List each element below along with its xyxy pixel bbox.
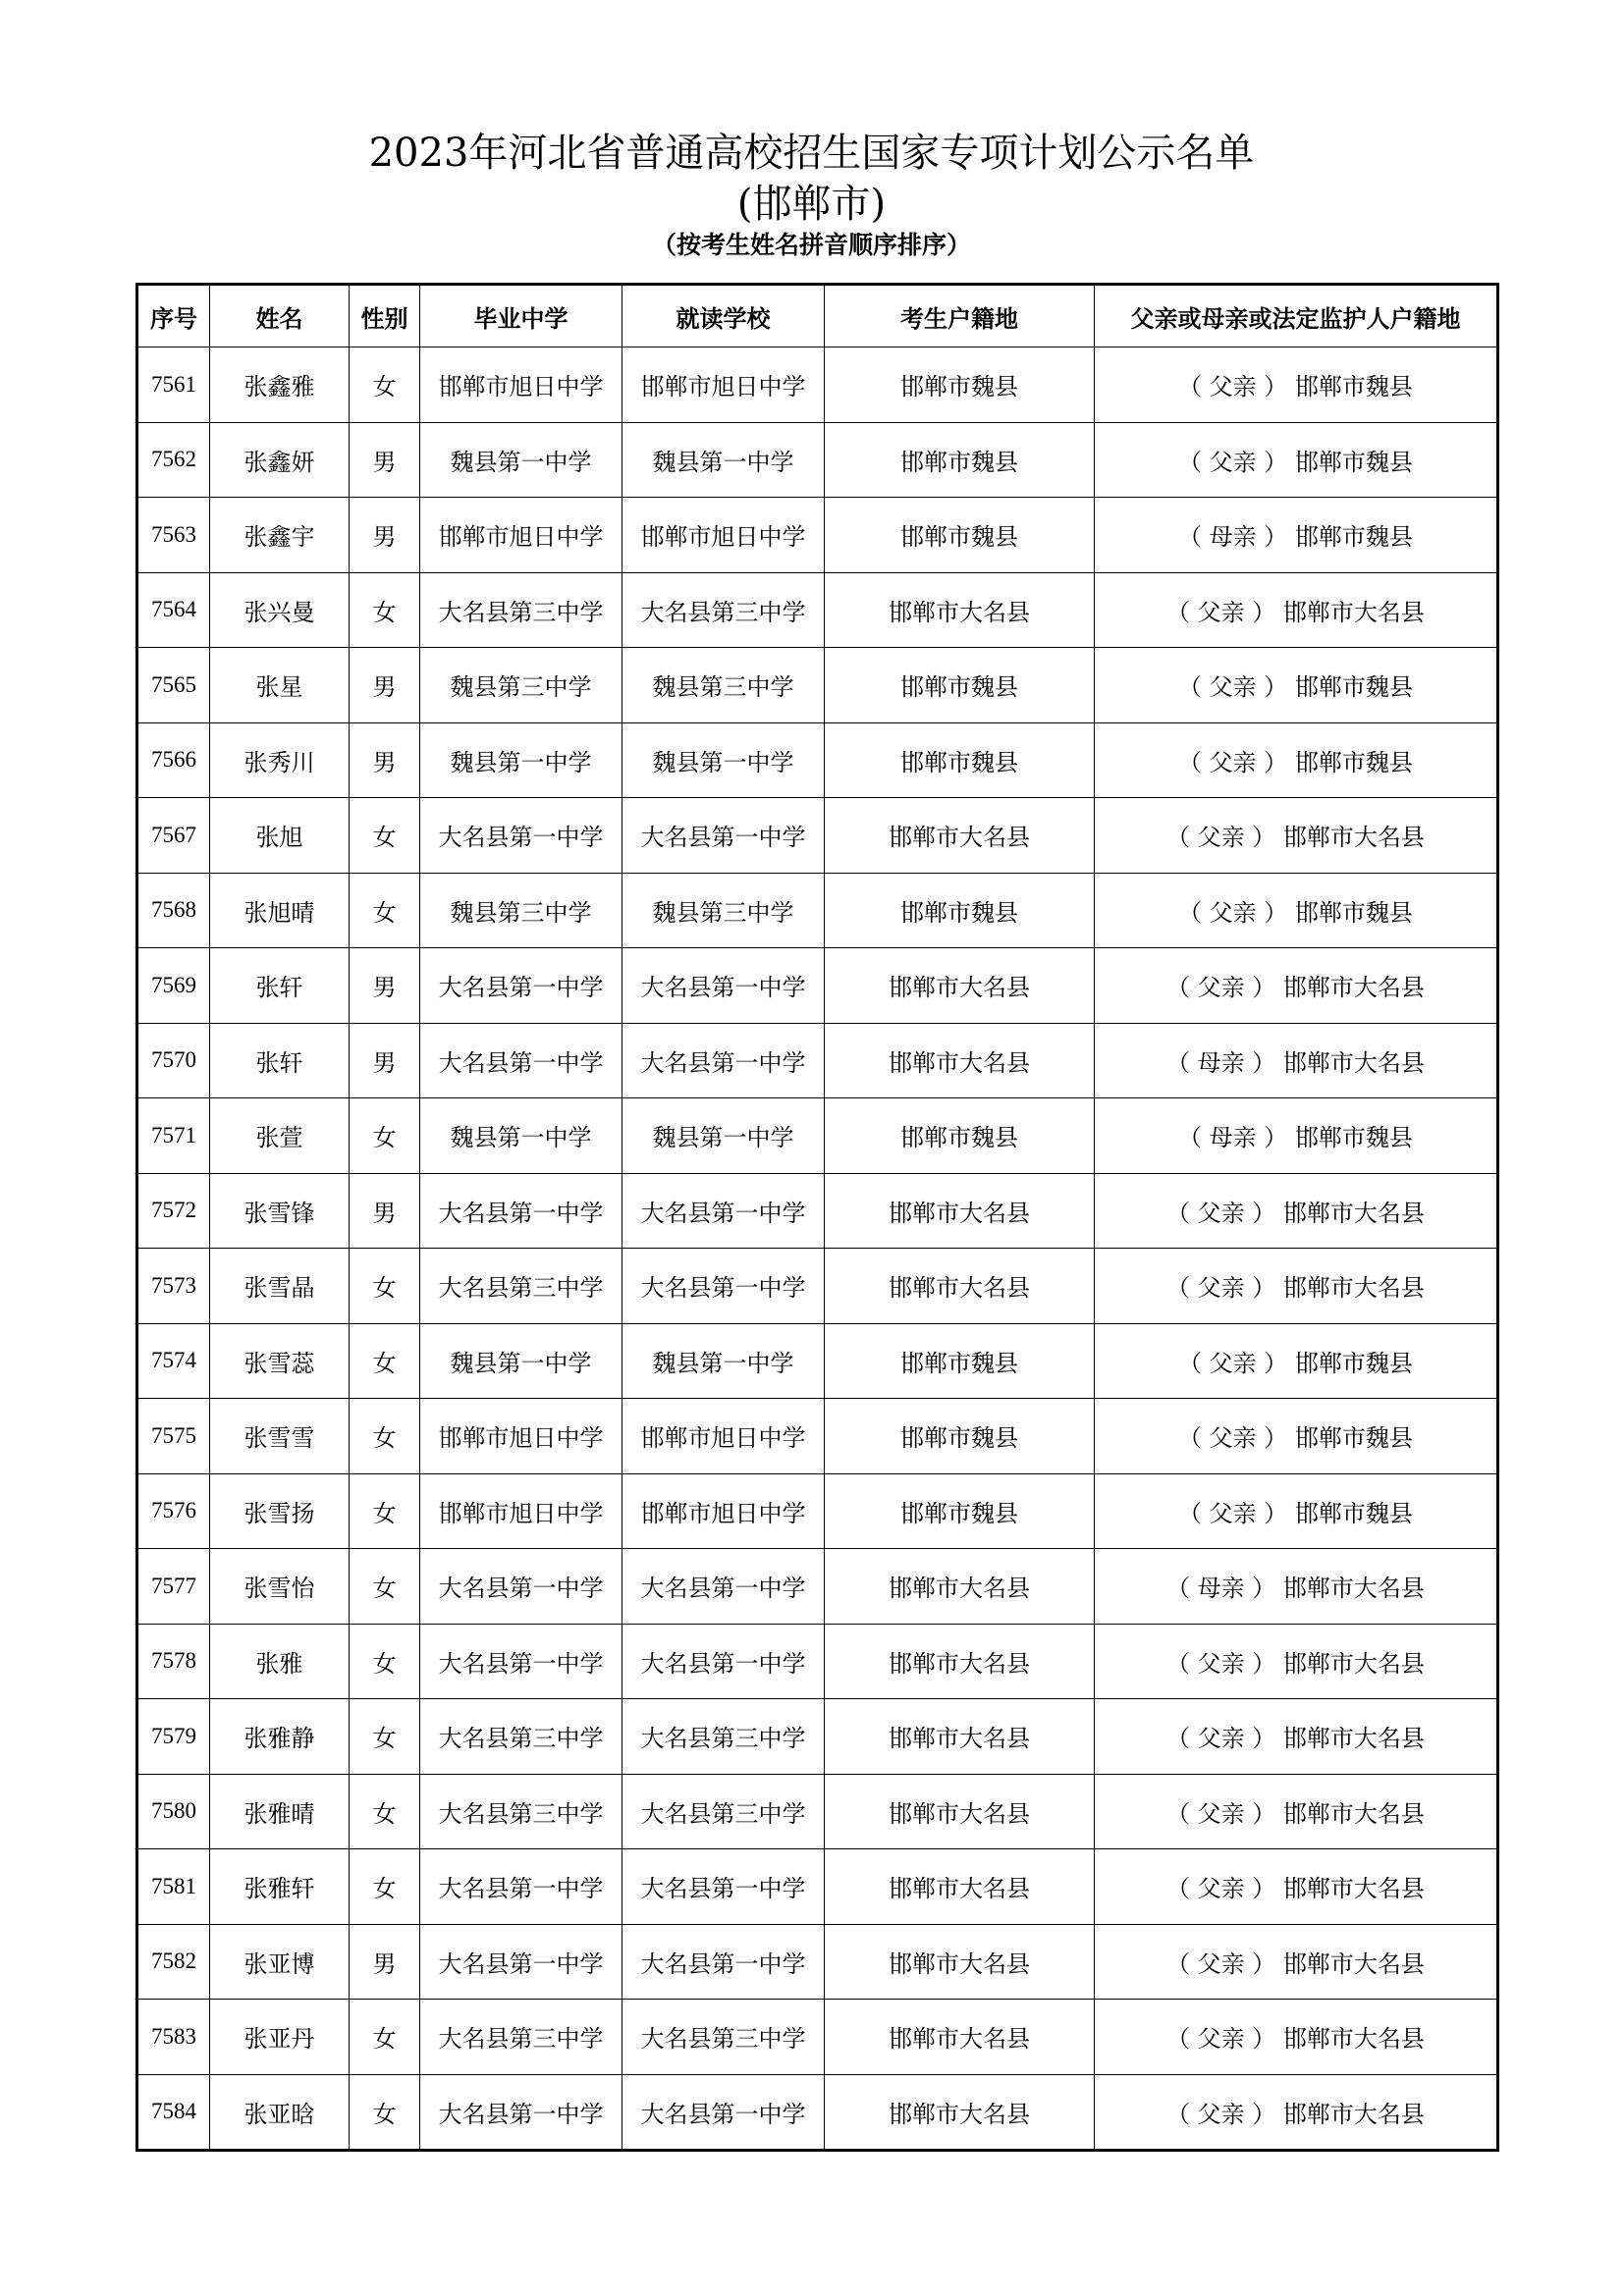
- cell-grad-school: 魏县第一中学: [420, 722, 622, 798]
- cell-current-school: 大名县第一中学: [622, 1924, 825, 2000]
- cell-current-school: 魏县第一中学: [622, 1323, 825, 1399]
- cell-no: 7571: [137, 1098, 210, 1174]
- cell-name: 张雪扬: [210, 1473, 350, 1549]
- table-row: [137, 1549, 1498, 1625]
- roster-table: [135, 283, 1499, 2152]
- cell-no: 7563: [137, 498, 210, 573]
- cell-name: 张雪怡: [210, 1549, 350, 1625]
- cell-gender: 男: [350, 722, 420, 798]
- table-row: [137, 722, 1498, 798]
- cell-residence: 邯郸市大名县: [825, 1774, 1095, 1849]
- cell-name: 张旭: [210, 798, 350, 874]
- cell-current-school: 大名县第一中学: [622, 1023, 825, 1098]
- cell-guardian-residence: （ 父亲 ） 邯郸市大名县: [1095, 572, 1498, 648]
- cell-gender: 女: [350, 1849, 420, 1925]
- cell-guardian-residence: （ 父亲 ） 邯郸市魏县: [1095, 422, 1498, 498]
- cell-current-school: 大名县第一中学: [622, 1849, 825, 1925]
- cell-grad-school: 大名县第三中学: [420, 1699, 622, 1775]
- cell-grad-school: 邯郸市旭日中学: [420, 498, 622, 573]
- cell-grad-school: 大名县第一中学: [420, 1924, 622, 2000]
- cell-grad-school: 魏县第一中学: [420, 422, 622, 498]
- cell-no: 7575: [137, 1399, 210, 1474]
- cell-no: 7582: [137, 1924, 210, 2000]
- cell-current-school: 大名县第三中学: [622, 572, 825, 648]
- table-row: [137, 1399, 1498, 1474]
- cell-name: 张鑫雅: [210, 347, 350, 423]
- cell-guardian-residence: （ 父亲 ） 邯郸市魏县: [1095, 722, 1498, 798]
- header-name: 姓名: [210, 285, 350, 347]
- cell-no: 7580: [137, 1774, 210, 1849]
- cell-gender: 男: [350, 648, 420, 723]
- cell-name: 张轩: [210, 948, 350, 1024]
- cell-no: 7574: [137, 1323, 210, 1399]
- cell-no: 7562: [137, 422, 210, 498]
- cell-grad-school: 邯郸市旭日中学: [420, 1473, 622, 1549]
- cell-name: 张雅: [210, 1624, 350, 1699]
- cell-name: 张星: [210, 648, 350, 723]
- cell-grad-school: 大名县第一中学: [420, 1549, 622, 1625]
- cell-guardian-residence: （ 父亲 ） 邯郸市大名县: [1095, 1699, 1498, 1775]
- cell-guardian-residence: （ 母亲 ） 邯郸市大名县: [1095, 1023, 1498, 1098]
- cell-grad-school: 魏县第一中学: [420, 1098, 622, 1174]
- cell-guardian-residence: （ 父亲 ） 邯郸市大名县: [1095, 1624, 1498, 1699]
- table-row: [137, 422, 1498, 498]
- cell-grad-school: 邯郸市旭日中学: [420, 1399, 622, 1474]
- table-row: [137, 572, 1498, 648]
- cell-residence: 邯郸市大名县: [825, 2000, 1095, 2075]
- cell-name: 张雪雪: [210, 1399, 350, 1474]
- cell-current-school: 邯郸市旭日中学: [622, 498, 825, 573]
- table-row: [137, 1098, 1498, 1174]
- cell-no: 7576: [137, 1473, 210, 1549]
- cell-guardian-residence: （ 父亲 ） 邯郸市魏县: [1095, 347, 1498, 423]
- cell-current-school: 邯郸市旭日中学: [622, 1473, 825, 1549]
- cell-name: 张轩: [210, 1023, 350, 1098]
- cell-grad-school: 大名县第一中学: [420, 1624, 622, 1699]
- cell-grad-school: 魏县第三中学: [420, 648, 622, 723]
- header-grad-school: 毕业中学: [420, 285, 622, 347]
- table-row: [137, 1849, 1498, 1925]
- cell-current-school: 邯郸市旭日中学: [622, 347, 825, 423]
- cell-residence: 邯郸市魏县: [825, 873, 1095, 948]
- cell-residence: 邯郸市魏县: [825, 422, 1095, 498]
- sort-note: （按考生姓名拼音顺序排序）: [651, 231, 971, 259]
- table-row: [137, 1924, 1498, 2000]
- cell-no: 7566: [137, 722, 210, 798]
- cell-grad-school: 大名县第三中学: [420, 1774, 622, 1849]
- cell-guardian-residence: （ 父亲 ） 邯郸市大名县: [1095, 798, 1498, 874]
- cell-gender: 女: [350, 798, 420, 874]
- cell-residence: 邯郸市魏县: [825, 1323, 1095, 1399]
- cell-gender: 女: [350, 1098, 420, 1174]
- cell-current-school: 魏县第一中学: [622, 1098, 825, 1174]
- roster-body: [137, 347, 1498, 2151]
- cell-no: 7567: [137, 798, 210, 874]
- cell-current-school: 大名县第一中学: [622, 1549, 825, 1625]
- header-row: [137, 285, 1498, 347]
- cell-residence: 邯郸市大名县: [825, 1249, 1095, 1324]
- cell-grad-school: 魏县第一中学: [420, 1323, 622, 1399]
- cell-grad-school: 大名县第三中学: [420, 2000, 622, 2075]
- table-row: [137, 798, 1498, 874]
- cell-grad-school: 大名县第一中学: [420, 1023, 622, 1098]
- table-row: [137, 2074, 1498, 2151]
- cell-name: 张雪蕊: [210, 1323, 350, 1399]
- cell-grad-school: 大名县第一中学: [420, 2074, 622, 2151]
- cell-grad-school: 大名县第一中学: [420, 948, 622, 1024]
- cell-residence: 邯郸市大名县: [825, 1549, 1095, 1625]
- cell-name: 张亚博: [210, 1924, 350, 2000]
- table-row: [137, 948, 1498, 1024]
- cell-residence: 邯郸市大名县: [825, 572, 1095, 648]
- cell-guardian-residence: （ 父亲 ） 邯郸市魏县: [1095, 1399, 1498, 1474]
- cell-name: 张旭晴: [210, 873, 350, 948]
- cell-residence: 邯郸市大名县: [825, 1173, 1095, 1249]
- cell-gender: 女: [350, 1774, 420, 1849]
- cell-no: 7573: [137, 1249, 210, 1324]
- page-title: 2023年河北省普通高校招生国家专项计划公示名单: [368, 131, 1255, 176]
- cell-guardian-residence: （ 父亲 ） 邯郸市魏县: [1095, 1473, 1498, 1549]
- cell-guardian-residence: （ 父亲 ） 邯郸市大名县: [1095, 1249, 1498, 1324]
- cell-no: 7565: [137, 648, 210, 723]
- cell-grad-school: 大名县第三中学: [420, 572, 622, 648]
- cell-no: 7570: [137, 1023, 210, 1098]
- cell-gender: 女: [350, 1399, 420, 1474]
- table-row: [137, 2000, 1498, 2075]
- cell-guardian-residence: （ 母亲 ） 邯郸市魏县: [1095, 498, 1498, 573]
- cell-name: 张雅轩: [210, 1849, 350, 1925]
- cell-residence: 邯郸市魏县: [825, 1399, 1095, 1474]
- cell-grad-school: 大名县第一中学: [420, 798, 622, 874]
- cell-residence: 邯郸市大名县: [825, 798, 1095, 874]
- table-row: [137, 1173, 1498, 1249]
- table-row: [137, 1473, 1498, 1549]
- cell-no: 7569: [137, 948, 210, 1024]
- cell-no: 7568: [137, 873, 210, 948]
- cell-no: 7584: [137, 2074, 210, 2151]
- cell-gender: 男: [350, 498, 420, 573]
- cell-residence: 邯郸市大名县: [825, 948, 1095, 1024]
- cell-residence: 邯郸市魏县: [825, 648, 1095, 723]
- table-row: [137, 648, 1498, 723]
- cell-gender: 女: [350, 1624, 420, 1699]
- header-gender: 性别: [350, 285, 420, 347]
- cell-guardian-residence: （ 父亲 ） 邯郸市大名县: [1095, 948, 1498, 1024]
- header-no: 序号: [137, 285, 210, 347]
- cell-gender: 女: [350, 572, 420, 648]
- cell-gender: 女: [350, 2000, 420, 2075]
- cell-gender: 男: [350, 948, 420, 1024]
- cell-gender: 女: [350, 1249, 420, 1324]
- cell-current-school: 大名县第一中学: [622, 798, 825, 874]
- cell-current-school: 魏县第三中学: [622, 873, 825, 948]
- cell-name: 张亚丹: [210, 2000, 350, 2075]
- cell-no: 7577: [137, 1549, 210, 1625]
- cell-residence: 邯郸市魏县: [825, 1098, 1095, 1174]
- table-row: [137, 1774, 1498, 1849]
- cell-current-school: 大名县第一中学: [622, 1249, 825, 1324]
- cell-guardian-residence: （ 父亲 ） 邯郸市魏县: [1095, 873, 1498, 948]
- cell-grad-school: 大名县第一中学: [420, 1173, 622, 1249]
- table-row: [137, 1699, 1498, 1775]
- cell-no: 7564: [137, 572, 210, 648]
- cell-gender: 男: [350, 422, 420, 498]
- cell-name: 张雪晶: [210, 1249, 350, 1324]
- cell-grad-school: 邯郸市旭日中学: [420, 347, 622, 423]
- cell-gender: 女: [350, 1473, 420, 1549]
- cell-gender: 女: [350, 1323, 420, 1399]
- cell-residence: 邯郸市大名县: [825, 2074, 1095, 2151]
- table-row: [137, 873, 1498, 948]
- cell-current-school: 魏县第一中学: [622, 722, 825, 798]
- cell-current-school: 大名县第三中学: [622, 2000, 825, 2075]
- cell-grad-school: 大名县第三中学: [420, 1249, 622, 1324]
- cell-guardian-residence: （ 父亲 ） 邯郸市大名县: [1095, 2074, 1498, 2151]
- cell-guardian-residence: （ 母亲 ） 邯郸市魏县: [1095, 1098, 1498, 1174]
- cell-guardian-residence: （ 母亲 ） 邯郸市大名县: [1095, 1549, 1498, 1625]
- page-subtitle: (邯郸市): [736, 182, 887, 227]
- table-row: [137, 347, 1498, 423]
- cell-gender: 女: [350, 1549, 420, 1625]
- cell-current-school: 大名县第一中学: [622, 1173, 825, 1249]
- cell-name: 张雅晴: [210, 1774, 350, 1849]
- cell-no: 7578: [137, 1624, 210, 1699]
- cell-guardian-residence: （ 父亲 ） 邯郸市魏县: [1095, 648, 1498, 723]
- cell-gender: 男: [350, 1924, 420, 2000]
- cell-guardian-residence: （ 父亲 ） 邯郸市大名县: [1095, 1849, 1498, 1925]
- cell-name: 张亚晗: [210, 2074, 350, 2151]
- header-guardian-residence: 父亲或母亲或法定监护人户籍地: [1095, 285, 1498, 347]
- cell-gender: 女: [350, 347, 420, 423]
- cell-current-school: 大名县第一中学: [622, 1624, 825, 1699]
- cell-guardian-residence: （ 父亲 ） 邯郸市魏县: [1095, 1323, 1498, 1399]
- cell-residence: 邯郸市魏县: [825, 722, 1095, 798]
- cell-grad-school: 魏县第三中学: [420, 873, 622, 948]
- cell-current-school: 大名县第一中学: [622, 948, 825, 1024]
- cell-current-school: 大名县第三中学: [622, 1699, 825, 1775]
- cell-grad-school: 大名县第一中学: [420, 1849, 622, 1925]
- cell-residence: 邯郸市大名县: [825, 1924, 1095, 2000]
- cell-name: 张兴曼: [210, 572, 350, 648]
- table-row: [137, 1323, 1498, 1399]
- cell-no: 7572: [137, 1173, 210, 1249]
- cell-gender: 女: [350, 2074, 420, 2151]
- cell-name: 张雪锋: [210, 1173, 350, 1249]
- cell-residence: 邯郸市大名县: [825, 1849, 1095, 1925]
- table-row: [137, 1249, 1498, 1324]
- cell-name: 张鑫宇: [210, 498, 350, 573]
- table-row: [137, 1023, 1498, 1098]
- cell-name: 张秀川: [210, 722, 350, 798]
- cell-residence: 邯郸市魏县: [825, 347, 1095, 423]
- cell-residence: 邯郸市大名县: [825, 1699, 1095, 1775]
- cell-gender: 男: [350, 1173, 420, 1249]
- cell-no: 7581: [137, 1849, 210, 1925]
- cell-gender: 女: [350, 873, 420, 948]
- cell-name: 张鑫妍: [210, 422, 350, 498]
- cell-residence: 邯郸市大名县: [825, 1624, 1095, 1699]
- cell-current-school: 大名县第一中学: [622, 2074, 825, 2151]
- header-current-school: 就读学校: [622, 285, 825, 347]
- cell-guardian-residence: （ 父亲 ） 邯郸市大名县: [1095, 2000, 1498, 2075]
- table-row: [137, 498, 1498, 573]
- cell-current-school: 魏县第三中学: [622, 648, 825, 723]
- cell-no: 7583: [137, 2000, 210, 2075]
- cell-guardian-residence: （ 父亲 ） 邯郸市大名县: [1095, 1924, 1498, 2000]
- cell-guardian-residence: （ 父亲 ） 邯郸市大名县: [1095, 1173, 1498, 1249]
- cell-residence: 邯郸市魏县: [825, 498, 1095, 573]
- cell-residence: 邯郸市大名县: [825, 1023, 1095, 1098]
- cell-name: 张雅静: [210, 1699, 350, 1775]
- cell-current-school: 魏县第一中学: [622, 422, 825, 498]
- cell-name: 张萱: [210, 1098, 350, 1174]
- table-row: [137, 1624, 1498, 1699]
- cell-current-school: 大名县第三中学: [622, 1774, 825, 1849]
- cell-gender: 女: [350, 1699, 420, 1775]
- cell-guardian-residence: （ 父亲 ） 邯郸市大名县: [1095, 1774, 1498, 1849]
- cell-current-school: 邯郸市旭日中学: [622, 1399, 825, 1474]
- header-residence: 考生户籍地: [825, 285, 1095, 347]
- cell-no: 7579: [137, 1699, 210, 1775]
- cell-residence: 邯郸市魏县: [825, 1473, 1095, 1549]
- cell-no: 7561: [137, 347, 210, 423]
- cell-gender: 男: [350, 1023, 420, 1098]
